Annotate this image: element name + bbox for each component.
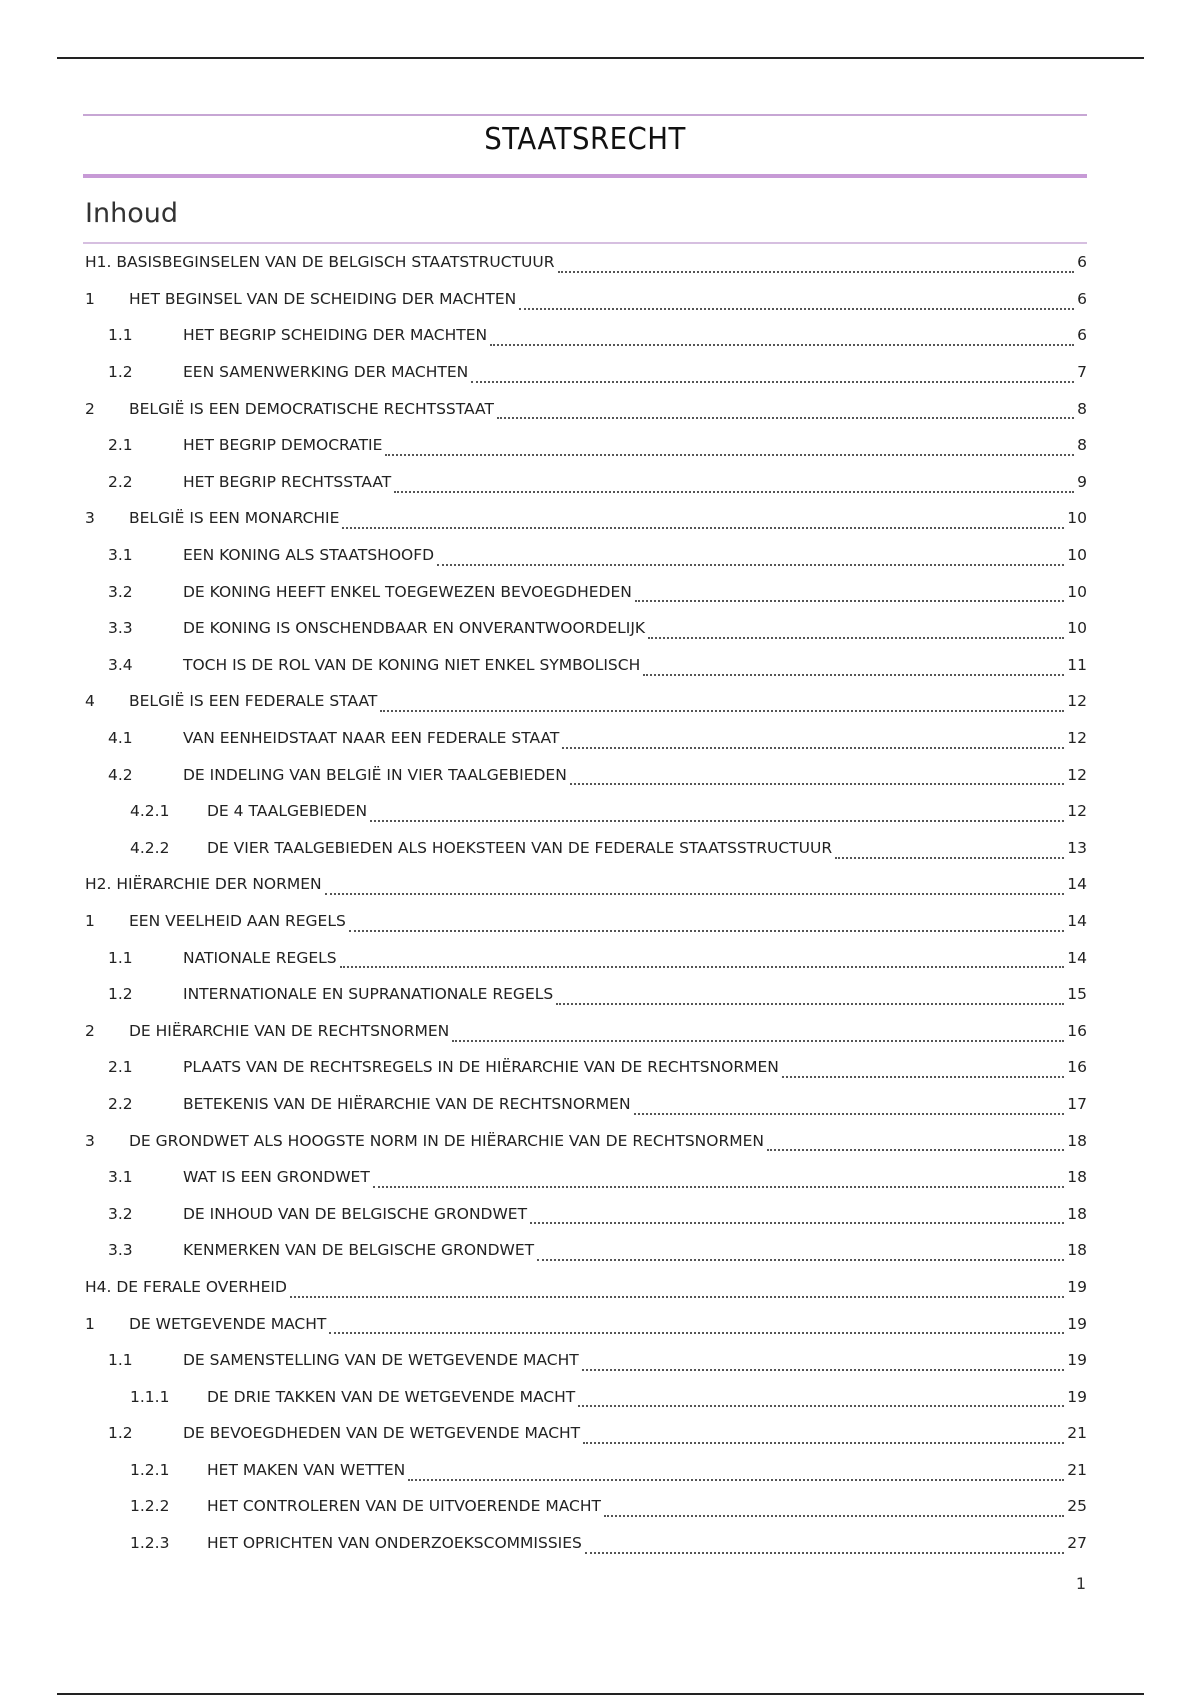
toc-dot-leader bbox=[562, 731, 1064, 749]
toc-entry-page: 19 bbox=[1067, 1277, 1087, 1296]
toc-entry-page: 18 bbox=[1067, 1241, 1087, 1260]
toc-entry-title: DE BEVOEGDHEDEN VAN DE WETGEVENDE MACHT bbox=[183, 1424, 581, 1443]
toc-dot-leader bbox=[471, 365, 1074, 383]
toc-entry-page: 12 bbox=[1067, 802, 1087, 821]
toc-entry-number: 3.1 bbox=[108, 546, 133, 565]
toc-entry-title: HET CONTROLEREN VAN DE UITVOERENDE MACHT bbox=[207, 1497, 601, 1516]
toc-entry-title: DE INHOUD VAN DE BELGISCHE GRONDWET bbox=[183, 1204, 528, 1223]
toc-entry-page: 19 bbox=[1067, 1314, 1087, 1333]
toc-dot-leader bbox=[767, 1134, 1064, 1152]
toc-entry-title: DE INDELING VAN BELGIË IN VIER TAALGEBIEDEN bbox=[183, 765, 567, 784]
toc-dot-leader bbox=[342, 512, 1064, 530]
toc-entry-title: H4. DE FERALE OVERHEID bbox=[85, 1277, 287, 1296]
toc-entry-page: 12 bbox=[1067, 765, 1087, 784]
toc-entry-number: 1 bbox=[85, 289, 95, 308]
toc-entry-number: 3.3 bbox=[108, 1241, 133, 1260]
toc-entry-number: 1.1 bbox=[108, 948, 133, 967]
toc-entry[interactable] bbox=[85, 573, 1087, 610]
toc-entry-page: 14 bbox=[1067, 948, 1087, 967]
toc-dot-leader bbox=[370, 804, 1064, 822]
toc-entry[interactable] bbox=[85, 1122, 1087, 1159]
toc-dot-leader bbox=[373, 1170, 1064, 1188]
toc-dot-leader bbox=[537, 1244, 1064, 1262]
toc-entry-page: 8 bbox=[1077, 436, 1087, 455]
page-number: 1 bbox=[1075, 1574, 1086, 1593]
toc-dot-leader bbox=[556, 987, 1064, 1005]
toc-entry-title: INTERNATIONALE EN SUPRANATIONALE REGELS bbox=[183, 985, 554, 1004]
toc-entry-title: HET BEGRIP DEMOCRATIE bbox=[183, 436, 383, 455]
toc-entry-number: 4 bbox=[85, 692, 95, 711]
toc-entry[interactable] bbox=[85, 610, 1087, 647]
toc-entry[interactable] bbox=[85, 1012, 1087, 1049]
toc-dot-leader bbox=[648, 621, 1064, 639]
toc-entry-title: EEN SAMENWERKING DER MACHTEN bbox=[183, 363, 469, 382]
toc-entry-title: DE HIËRARCHIE VAN DE RECHTSNORMEN bbox=[129, 1021, 450, 1040]
toc-entry-number: 2 bbox=[85, 1021, 95, 1040]
toc-entry[interactable] bbox=[85, 903, 1087, 940]
toc-entry-title: DE 4 TAALGEBIEDEN bbox=[207, 802, 368, 821]
toc-dot-leader bbox=[385, 439, 1074, 457]
toc-entry-number: 2.1 bbox=[108, 1058, 133, 1077]
toc-entry[interactable] bbox=[85, 244, 1087, 281]
toc-entry-number: 3.1 bbox=[108, 1168, 133, 1187]
toc-dot-leader bbox=[437, 548, 1064, 566]
toc-dot-leader bbox=[835, 841, 1064, 859]
toc-entry-title: DE GRONDWET ALS HOOGSTE NORM IN DE HIËRARCHIE VAN DE RECHTSNORMEN bbox=[129, 1131, 764, 1150]
toc-entry[interactable] bbox=[85, 1232, 1087, 1269]
toc-entry-number: 3.3 bbox=[108, 619, 133, 638]
toc-entry[interactable] bbox=[85, 1415, 1087, 1452]
toc-entry[interactable] bbox=[85, 1342, 1087, 1379]
toc-entry-title: BELGIË IS EEN MONARCHIE bbox=[129, 509, 340, 528]
toc-entry-title: BELGIË IS EEN DEMOCRATISCHE RECHTSSTAAT bbox=[129, 399, 494, 418]
toc-entry-number: 1.2 bbox=[108, 985, 133, 1004]
toc-entry-page: 17 bbox=[1067, 1094, 1087, 1113]
toc-entry-title: BELGIË IS EEN FEDERALE STAAT bbox=[129, 692, 378, 711]
toc-entry[interactable] bbox=[85, 1269, 1087, 1306]
toc-entry-page: 7 bbox=[1077, 363, 1087, 382]
toc-entry[interactable] bbox=[85, 500, 1087, 537]
toc-dot-leader bbox=[325, 878, 1065, 896]
toc-entry[interactable] bbox=[85, 976, 1087, 1013]
toc-entry-page: 6 bbox=[1077, 289, 1087, 308]
page-bottom-rule bbox=[57, 1693, 1144, 1695]
toc-entry[interactable] bbox=[85, 1488, 1087, 1525]
toc-entry-title: PLAATS VAN DE RECHTSREGELS IN DE HIËRARCHIE VAN DE RECHTSNORMEN bbox=[183, 1058, 779, 1077]
toc-entry-title: DE WETGEVENDE MACHT bbox=[129, 1314, 327, 1333]
toc-dot-leader bbox=[340, 951, 1065, 969]
toc-entry[interactable] bbox=[85, 866, 1087, 903]
toc-dot-leader bbox=[585, 1536, 1064, 1554]
toc-entry[interactable] bbox=[85, 683, 1087, 720]
toc-dot-leader bbox=[349, 914, 1064, 932]
toc-dot-leader bbox=[530, 1207, 1064, 1225]
toc-entry-title: HET BEGINSEL VAN DE SCHEIDING DER MACHTEN bbox=[129, 289, 517, 308]
toc-entry-page: 8 bbox=[1077, 399, 1087, 418]
toc-entry[interactable] bbox=[85, 1086, 1087, 1123]
toc-entry[interactable] bbox=[85, 427, 1087, 464]
toc-entry-number: 1.2 bbox=[108, 363, 133, 382]
table-of-contents bbox=[85, 244, 1087, 1561]
toc-entry-number: 1 bbox=[85, 911, 95, 930]
toc-entry-title: KENMERKEN VAN DE BELGISCHE GRONDWET bbox=[183, 1241, 535, 1260]
toc-entry-page: 10 bbox=[1067, 546, 1087, 565]
toc-entry-title: DE VIER TAALGEBIEDEN ALS HOEKSTEEN VAN DE FEDERALE STAATSSTRUCTUUR bbox=[207, 838, 833, 857]
toc-dot-leader bbox=[290, 1280, 1064, 1298]
toc-entry[interactable] bbox=[85, 1452, 1087, 1489]
toc-entry-number: 2.1 bbox=[108, 436, 133, 455]
toc-entry[interactable] bbox=[85, 756, 1087, 793]
toc-entry-page: 27 bbox=[1067, 1534, 1087, 1553]
toc-entry[interactable] bbox=[85, 537, 1087, 574]
toc-entry-title: HET BEGRIP RECHTSSTAAT bbox=[183, 472, 392, 491]
toc-entry-number: 2.2 bbox=[108, 472, 133, 491]
toc-entry[interactable] bbox=[85, 281, 1087, 318]
toc-dot-leader bbox=[570, 768, 1064, 786]
toc-entry[interactable] bbox=[85, 939, 1087, 976]
toc-entry[interactable] bbox=[85, 830, 1087, 867]
toc-entry-title: TOCH IS DE ROL VAN DE KONING NIET ENKEL SYMBOLISCH bbox=[183, 655, 641, 674]
toc-dot-leader bbox=[643, 658, 1064, 676]
toc-entry-title: VAN EENHEIDSTAAT NAAR EEN FEDERALE STAAT bbox=[183, 729, 560, 748]
toc-entry-title: BETEKENIS VAN DE HIËRARCHIE VAN DE RECHTSNORMEN bbox=[183, 1094, 631, 1113]
toc-dot-leader bbox=[519, 292, 1074, 310]
toc-entry-title: H1. BASISBEGINSELEN VAN DE BELGISCH STAATSTRUCTUUR bbox=[85, 253, 555, 272]
toc-entry-number: 4.1 bbox=[108, 729, 133, 748]
toc-entry-number: 3 bbox=[85, 509, 95, 528]
toc-entry-page: 16 bbox=[1067, 1021, 1087, 1040]
toc-entry[interactable] bbox=[85, 317, 1087, 354]
toc-entry-number: 4.2.1 bbox=[130, 802, 170, 821]
toc-dot-leader bbox=[408, 1463, 1064, 1481]
toc-entry[interactable] bbox=[85, 1159, 1087, 1196]
toc-entry-page: 19 bbox=[1067, 1351, 1087, 1370]
toc-dot-leader bbox=[635, 585, 1064, 603]
toc-entry-number: 4.2 bbox=[108, 765, 133, 784]
toc-entry-page: 13 bbox=[1067, 838, 1087, 857]
toc-entry-page: 6 bbox=[1077, 253, 1087, 272]
toc-entry-page: 11 bbox=[1067, 655, 1087, 674]
toc-heading: Inhoud bbox=[85, 198, 178, 229]
toc-entry-number: 2 bbox=[85, 399, 95, 418]
toc-entry-page: 16 bbox=[1067, 1058, 1087, 1077]
toc-entry-number: 1.1 bbox=[108, 326, 133, 345]
toc-entry-page: 18 bbox=[1067, 1204, 1087, 1223]
toc-entry-title: HET OPRICHTEN VAN ONDERZOEKSCOMMISSIES bbox=[207, 1534, 582, 1553]
toc-entry-page: 14 bbox=[1067, 875, 1087, 894]
toc-dot-leader bbox=[497, 402, 1074, 420]
toc-entry-title: H2. HIËRARCHIE DER NORMEN bbox=[85, 875, 322, 894]
toc-entry-title: DE KONING HEEFT ENKEL TOEGEWEZEN BEVOEGDHEDEN bbox=[183, 582, 632, 601]
toc-entry-title: DE DRIE TAKKEN VAN DE WETGEVENDE MACHT bbox=[207, 1387, 576, 1406]
toc-entry-title: NATIONALE REGELS bbox=[183, 948, 337, 967]
toc-entry-title: EEN KONING ALS STAATSHOOFD bbox=[183, 546, 435, 565]
toc-entry-number: 2.2 bbox=[108, 1094, 133, 1113]
toc-entry[interactable] bbox=[85, 720, 1087, 757]
toc-entry-number: 3.4 bbox=[108, 655, 133, 674]
toc-entry[interactable] bbox=[85, 1525, 1087, 1562]
toc-entry-page: 12 bbox=[1067, 729, 1087, 748]
toc-entry-number: 1 bbox=[85, 1314, 95, 1333]
toc-entry-number: 4.2.2 bbox=[130, 838, 170, 857]
toc-entry-number: 3.2 bbox=[108, 1204, 133, 1223]
toc-dot-leader bbox=[582, 1353, 1065, 1371]
toc-dot-leader bbox=[380, 695, 1064, 713]
toc-entry-page: 25 bbox=[1067, 1497, 1087, 1516]
toc-entry[interactable] bbox=[85, 1049, 1087, 1086]
toc-dot-leader bbox=[604, 1500, 1064, 1518]
title-block bbox=[83, 114, 1087, 178]
toc-entry[interactable] bbox=[85, 793, 1087, 830]
toc-dot-leader bbox=[578, 1390, 1064, 1408]
toc-entry[interactable] bbox=[85, 1378, 1087, 1415]
toc-dot-leader bbox=[329, 1317, 1064, 1335]
page-top-rule bbox=[57, 57, 1144, 59]
toc-entry-page: 6 bbox=[1077, 326, 1087, 345]
toc-entry-page: 18 bbox=[1067, 1131, 1087, 1150]
toc-entry-title: HET BEGRIP SCHEIDING DER MACHTEN bbox=[183, 326, 488, 345]
toc-entry-number: 1.1 bbox=[108, 1351, 133, 1370]
toc-dot-leader bbox=[583, 1427, 1064, 1445]
toc-entry-number: 3.2 bbox=[108, 582, 133, 601]
toc-entry-page: 19 bbox=[1067, 1387, 1087, 1406]
toc-entry-number: 1.2.1 bbox=[130, 1460, 170, 1479]
toc-entry[interactable] bbox=[85, 1195, 1087, 1232]
toc-entry-page: 10 bbox=[1067, 619, 1087, 638]
toc-dot-leader bbox=[634, 1097, 1065, 1115]
toc-entry-page: 18 bbox=[1067, 1168, 1087, 1187]
toc-entry[interactable] bbox=[85, 1305, 1087, 1342]
toc-entry-page: 21 bbox=[1067, 1424, 1087, 1443]
toc-entry-title: DE SAMENSTELLING VAN DE WETGEVENDE MACHT bbox=[183, 1351, 579, 1370]
toc-entry-page: 12 bbox=[1067, 692, 1087, 711]
toc-entry-page: 14 bbox=[1067, 911, 1087, 930]
toc-entry-page: 15 bbox=[1067, 985, 1087, 1004]
toc-entry-page: 10 bbox=[1067, 582, 1087, 601]
toc-dot-leader bbox=[490, 329, 1074, 347]
toc-entry-page: 9 bbox=[1077, 472, 1087, 491]
toc-entry-title: HET MAKEN VAN WETTEN bbox=[207, 1460, 406, 1479]
toc-entry-page: 10 bbox=[1067, 509, 1087, 528]
toc-entry[interactable] bbox=[85, 647, 1087, 684]
toc-entry[interactable] bbox=[85, 390, 1087, 427]
toc-dot-leader bbox=[558, 256, 1075, 274]
toc-entry-title: EEN VEELHEID AAN REGELS bbox=[129, 911, 346, 930]
toc-entry[interactable] bbox=[85, 464, 1087, 501]
toc-dot-leader bbox=[782, 1061, 1064, 1079]
toc-entry-number: 1.1.1 bbox=[130, 1387, 170, 1406]
toc-dot-leader bbox=[394, 475, 1074, 493]
toc-entry-number: 1.2.3 bbox=[130, 1534, 170, 1553]
toc-entry-title: DE KONING IS ONSCHENDBAAR EN ONVERANTWOORDELIJK bbox=[183, 619, 646, 638]
document-title: STAATSRECHT bbox=[484, 122, 686, 157]
toc-entry-number: 3 bbox=[85, 1131, 95, 1150]
toc-entry-number: 1.2 bbox=[108, 1424, 133, 1443]
toc-dot-leader bbox=[452, 1024, 1064, 1042]
toc-entry[interactable] bbox=[85, 354, 1087, 391]
toc-entry-number: 1.2.2 bbox=[130, 1497, 170, 1516]
toc-entry-title: WAT IS EEN GRONDWET bbox=[183, 1168, 370, 1187]
toc-entry-page: 21 bbox=[1067, 1460, 1087, 1479]
